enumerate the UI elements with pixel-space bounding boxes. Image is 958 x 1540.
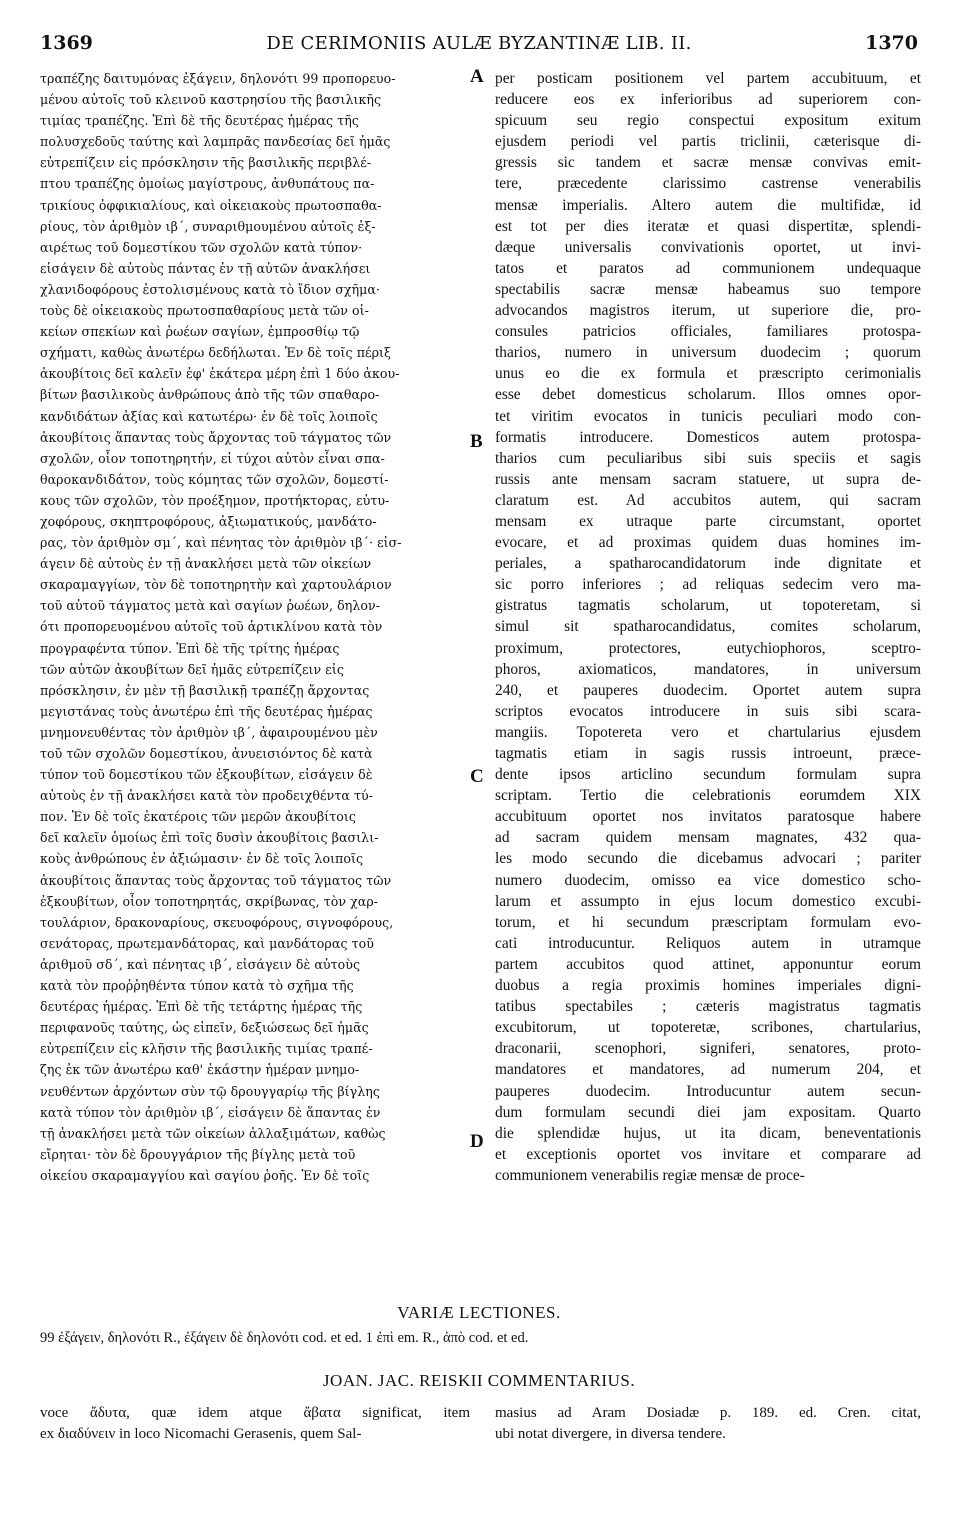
latin-text-line: tagmatis etiam in sagis russis introeunt, præce- [495, 745, 921, 762]
greek-text-line: ἐξκουβίτων, οἷον τοποτηρητάς, σκρίβωνας, τὸν χαρ- [40, 893, 379, 909]
commentary-line: masius ad Aram Dosiadæ p. 189. ed. Cren. citat, [495, 1405, 921, 1421]
variae-lectiones-note: 99 ἐξάγειν, δηλονότι R., ἐξάγειν δὲ δηλονότι cod. et ed. 1 ἐπὶ em. R., ἀπὸ cod. et ed. [40, 1330, 529, 1346]
greek-text-line: κατὰ τύπον τὸν ἀριθμὸν ιβ΄, εἰσάγειν δὲ ἅπαντας ἐν [40, 1104, 381, 1120]
latin-text-line: accubituum oportet nos invitatos paratosque habere [495, 808, 921, 826]
greek-text-line: τοῦ τῶν σχολῶν δομεστίκου, ἀνυεισιόντος δὲ κατὰ [40, 746, 373, 761]
latin-text-line: spicuum seu regio conspectui expositum exitum [495, 112, 921, 130]
latin-text-line: tharios cum peculiaribus sibi suis speciis et sagis [495, 449, 921, 467]
greek-text-line: τῇ ἀνακλήσει μετὰ τῶν οἰκείων ἀλλαξιμάτων, καθὼς [40, 1125, 386, 1141]
latin-text-line: gressis sic tandem et sacræ mensæ convivas emit- [495, 154, 921, 172]
greek-text-line: δεῖ καλεῖν ὁμοίως ἐπὶ τοῖς δυσὶν ἀκουβίτοις βασιλι- [40, 830, 379, 846]
greek-text-line: σκαραμαγγίων, τὸν δὲ τοποτηρητὴν καὶ χαρτουλάριον [40, 577, 392, 593]
greek-text-line: νευθέντων ἀρχόντων σὺν τῷ δρουγγαρίῳ τῆς βίγλης [40, 1083, 380, 1099]
latin-text-line: formatis introducere. Domesticos autem protospa- [495, 428, 921, 446]
latin-text-line: 240, et pauperes duodecim. Oportet autem supra [495, 681, 921, 699]
greek-text-line: τραπέζης δαιτυμόνας ἐξάγειν, δηλονότι 99 προπορευο- [40, 71, 396, 86]
greek-text-line: σχήματι, καθὼς ἀνωτέρω δεδήλωται. Ἐν δὲ τοῖς πέριξ [40, 345, 392, 361]
greek-text-line: ρίους, τὸν ἀριθμὸν ιβ΄, συναριθμουμένου αὐτοῖς ἐξ- [40, 218, 376, 234]
margin-marker-a: A [470, 66, 484, 87]
latin-text-line: torum, et hi secundum præscriptam formulam evo- [495, 913, 921, 931]
latin-text-line: mandatores et mandatores, ad numerum 204, et [495, 1061, 921, 1079]
latin-text-line: sic porro inferiores ; ad reliquas sedecim vero ma- [495, 576, 921, 594]
latin-text-line: dente ipsos articlino secundum formulam supra [495, 766, 921, 784]
greek-text-line: τύπον τοῦ δομεστίκου τῶν ἐξκουβίτων, εἰσάγειν δὲ [40, 767, 373, 783]
commentary-line: voce ἄδυτα, quæ idem atque ἄβατα significat, item [40, 1405, 470, 1421]
latin-text-line: proximum, protectores, eutychiophoros, sceptro- [495, 639, 921, 657]
greek-text-line: ἀκουβίτοις ἅπαντας τοὺς ἄρχοντας τοῦ τάγματος τῶν [40, 429, 392, 445]
greek-text-line: σχολῶν, οἷον τοποτηρητήν, εἰ τύχοι αὐτὸν εἶναι σπα- [40, 450, 385, 466]
greek-text-line: χλανιδοφόρους ἐστολισμένους κατὰ τὸ ἴδιον σχῆμα· [40, 281, 381, 297]
latin-text-line: die splendidæ hujus, ut ita dicam, beneventationis [495, 1124, 921, 1142]
latin-text-column [495, 68, 921, 1186]
greek-text-line: εἰσάγειν δὲ αὐτοὺς πάντας ἐν τῇ αὐτῶν ἀνακλήσει [40, 260, 371, 276]
latin-text-line: esse debet domesticus scholarum. Illos omnes opor- [495, 386, 921, 404]
greek-text-line: τρικίους ὀφφικιαλίους, καὶ οἰκειακοὺς πρωτοσπαθα- [40, 197, 382, 213]
greek-text-line: κους τῶν σχολῶν, τὸν προέξημον, προτήκτορας, εὐτυ- [40, 492, 390, 508]
running-header [40, 32, 918, 62]
greek-text-line: αὐτοὺς ἐν τῇ ἀνακλήσει κατὰ τὸν προδειχθέντα τύ- [40, 788, 373, 804]
greek-text-line: σενάτορας, πρωτεμανδάτορας, καὶ μανδάτορας τοῦ [40, 935, 374, 951]
greek-text-line: θαροκανδιδάτον, τοὺς κόμητας τῶν σχολῶν, δομεστί- [40, 471, 389, 487]
commentary-line: ubi notat divergere, in diversa tendere. [495, 1426, 726, 1442]
latin-text-line: numero duodecim, omisso ea vice domestico scho- [495, 871, 921, 889]
latin-text-line: draconarii, scenophori, signiferi, senatores, proto- [495, 1040, 921, 1058]
greek-text-line: κατὰ τὸν προῤῥηθέντα τύπον κατὰ τὸ σχῆμα τῆς [40, 978, 354, 994]
greek-text-line: χοφόρους, σκηπτροφόρους, ἀξιωματικούς, μανδάτο- [40, 513, 377, 529]
greek-text-line: περιφανοῦς ταύτης, ὡς εἰπεῖν, δεξιώσεως δεῖ ἡμᾶς [40, 1020, 369, 1036]
greek-text-line: πτου τραπέζης ὁμοίως μαγίστρους, ἀνθυπάτους πα- [40, 176, 375, 192]
commentary-left-column [40, 1403, 470, 1445]
latin-text-line: tere, præcedente clarissimo castrense venerabilis [495, 175, 921, 193]
latin-text-line: consules patricios officiales, familiares protospa- [495, 323, 921, 341]
latin-text-line: communionem venerabilis regiæ mensæ de proce- [495, 1166, 805, 1184]
greek-text-line: τοῦ αὐτοῦ τάγματος μετὰ καὶ σαγίων ῥωέων, δηλον- [40, 598, 380, 614]
commentary-line: ex διαδύνειν in loco Nicomachi Gerasenis, quem Sal- [40, 1426, 362, 1442]
latin-text-line: les modo secundo die dicebamus advocari ; pariter [495, 850, 921, 868]
latin-text-line: russis ante mensam sacram statuere, ut supra de- [495, 470, 921, 488]
latin-text-line: claratum est. Ad accubitos autem, qui sacram [495, 491, 921, 509]
latin-text-line: advocandos magistros iterum, ut superiore die, pro- [495, 302, 921, 320]
greek-text-line: δευτέρας ἡμέρας. Ἐπὶ δὲ τῆς τετάρτης ἡμέρας τῆς [40, 999, 363, 1015]
greek-text-line: μεγιστάνας τοὺς ἀνωτέρω ἐπὶ τῆς δευτέρας ἡμέρας [40, 703, 373, 719]
page-number-left: 1369 [40, 32, 93, 54]
latin-text-line: reducere eos ex inferioribus ad superiorem con- [495, 91, 921, 109]
greek-text-line: εἴρηται· τὸν δὲ δρουγγάριον τῆς βίγλης μετὰ τοῦ [40, 1146, 356, 1162]
greek-text-line: ζης ἐκ τῶν ἀνωτέρω καθ' ἑκάστην ἡμέραν μνημο- [40, 1062, 360, 1078]
greek-text-line: τῶν αὐτῶν ἀκουβίτων δεῖ ἡμᾶς εὐτρεπίζειν εἰς [40, 661, 344, 677]
latin-text-line: mensæ imperialis. Altero autem die multifidæ, id [495, 196, 921, 214]
latin-text-line: est tot per dies iteratæ et quasi dispertitæ, splendi- [495, 217, 921, 235]
margin-marker-c: C [470, 766, 484, 787]
greek-text-line: ἀκουβίτοις δεῖ καλεῖν ἐφ' ἑκάτερα μέρη ἐπὶ 1 δύο ἀκου- [40, 366, 400, 382]
latin-text-line: ad sacram quidem mensam magnates, 432 qua- [495, 829, 921, 847]
latin-text-line: scriptos evocatos introducere in suis sibi scara- [495, 702, 921, 720]
greek-text-line: άγειν δὲ αὐτοὺς ἐν τῇ ἀνακλήσει μετὰ τῶν οἰκείων [40, 556, 372, 572]
latin-text-line: dum formulam secundi diei jam expositam. Quarto [495, 1103, 921, 1121]
latin-text-line: pauperes duodecim. Introducuntur autem secun- [495, 1082, 921, 1100]
commentary-title: JOAN. JAC. REISKII COMMENTARIUS. [322, 1371, 636, 1390]
greek-text-line: τουλάριον, δρακοναρίους, σκευοφόρους, σιγνοφόρους, [40, 914, 394, 930]
latin-text-line: evocare, et ad proximas quidem duas homines im- [495, 534, 921, 552]
greek-text-line: μένου αὐτοῖς τοῦ κλεινοῦ καστρησίου τῆς βασιλικῆς [40, 92, 382, 108]
margin-marker-b: B [470, 431, 483, 452]
greek-text-line: εὐτρεπίζειν εἰς κλῆσιν τῆς βασιλικῆς τιμίας τραπέ- [40, 1041, 373, 1057]
latin-text-line: tet viritim evocatos in tunicis peculiari modo con- [495, 407, 921, 425]
latin-text-line: cati introducuntur. Reliquos autem in utramque [495, 934, 921, 952]
greek-text-line: βίτων βασιλικοὺς ἀνθρώπους ἀπὸ τῆς τῶν σπαθαρο- [40, 387, 380, 403]
latin-text-line: et exceptionis oportet vos invitare et comparare ad [495, 1145, 921, 1163]
latin-text-line: tharios, numero in universum duodecim ; quorum [495, 344, 921, 362]
greek-text-line: κανδιδάτων ἀξίας καὶ κατωτέρω· ἐν δὲ τοῖς λοιποῖς [40, 408, 378, 424]
variae-lectiones-title: VARIÆ LECTIONES. [397, 1303, 561, 1322]
greek-text-line: εὐτρεπίζειν εἰς πρόσκλησιν τῆς βασιλικῆς περιβλέ- [40, 155, 372, 171]
latin-text-line: dæque universalis convivationis oportet, ut invi- [495, 238, 921, 256]
greek-text-line: ἀκουβίτοις ἅπαντας τοὺς ἄρχοντας τοῦ τάγματος τῶν [40, 872, 392, 888]
greek-text-column [40, 68, 480, 1186]
latin-text-line: simul sit spatharocandidatus, comites scholarum, [495, 618, 921, 636]
greek-text-line: ἀριθμοῦ σδ΄, καὶ πένητας ιβ΄, εἰσάγειν δὲ αὐτοὺς [40, 956, 361, 972]
latin-text-line: ejusdem periodi vel partis triclinii, cæterisque di- [495, 133, 921, 151]
latin-text-line: excubitorum, ut topoteretæ, scribones, chartularius, [495, 1019, 921, 1037]
commentary-right-column [495, 1403, 921, 1445]
latin-text-line: tatibus spectabiles ; cæteris magistratus tagmatis [495, 998, 921, 1016]
latin-text-line: spectabilis sacræ mensæ habeamus suo tempore [495, 280, 921, 298]
latin-text-line: per posticam positionem vel partem accubituum, et [495, 70, 921, 87]
greek-text-line: ρας, τὸν ἀριθμὸν σμ΄, καὶ πένητας τὸν ἀριθμὸν ιβ΄· εἰσ- [40, 535, 402, 551]
latin-text-line: larum et assumpto in ejus locum domestico excubi- [495, 892, 921, 910]
greek-text-line: αιρέτως τοῦ δομεστίκου τῶν σχολῶν κατὰ τύπον· [40, 239, 363, 255]
greek-text-line: τοὺς δὲ οἰκειακοὺς πρωτοσπαθαρίους μετὰ τῶν οἰ- [40, 303, 369, 319]
greek-text-line: κείων σπεκίων καὶ ῥωέων σαγίων, ἐμπροσθίῳ τῷ [40, 324, 360, 340]
margin-marker-d: D [470, 1131, 484, 1152]
greek-text-line: πρόσκλησιν, ἐν μὲν τῇ βασιλικῇ τραπέζῃ ἄρχοντας [40, 682, 370, 698]
latin-text-line: periales, a spatharocandidatorum inde dignitate et [495, 555, 921, 573]
greek-text-line: πολυσχεδοῦς ταύτης καὶ λαμπρᾶς πανδεσίας δεῖ ἡμᾶς [40, 134, 391, 150]
latin-text-line: gistratus tagmatis scholarum, ut topoteretam, si [495, 597, 921, 615]
latin-text-line: phoros, axiomaticos, mandatores, in universum [495, 660, 921, 678]
greek-text-line: ότι προπορευομένου αὐτοῖς τοῦ ἀρτικλίνου κατὰ τὸν [40, 619, 383, 635]
greek-text-line: πον. Ἐν δὲ τοῖς ἑκατέροις τῶν μερῶν ἀκουβίτοις [40, 809, 357, 825]
greek-text-line: προγραφέντα τύπον. Ἐπὶ δὲ τῆς τρίτης ἡμέρας [40, 640, 340, 656]
latin-text-line: tatos et paratos ad communionem undequaque [495, 259, 921, 277]
latin-text-line: partem accubitos quod attinet, apponuntur eorum [495, 955, 921, 973]
greek-text-line: τιμίας τραπέζης. Ἐπὶ δὲ τῆς δευτέρας ἡμέρας τῆς [40, 113, 359, 129]
latin-text-line: mensam ex utraque parte circumstant, oportet [495, 512, 921, 530]
latin-text-line: scriptam. Tertio die celebrationis eorumdem XIX [495, 787, 921, 805]
greek-text-line: οἰκείου σκαραμαγγίου καὶ σαγίου ῥοῆς. Ἐν δὲ τοῖς [40, 1167, 370, 1183]
greek-text-line: μνημονευθέντας τὸν ἀριθμὸν ιβ΄, ἀφαιρουμένου μὲν [40, 724, 378, 740]
running-title: DE CERIMONIIS AULÆ BYZANTINÆ LIB. II. [266, 33, 692, 54]
page-number-right: 1370 [865, 32, 918, 54]
latin-text-line: duobus a regia proximis homines imperiales digni- [495, 977, 921, 995]
latin-text-line: mangiis. Topotereta vero et chartularius ejusdem [495, 723, 921, 741]
latin-text-line: unus eo die ex formula et præscripto cerimonialis [495, 365, 921, 383]
greek-text-line: κοὺς ἀνθρώπους ἐν ἀξιώμασιν· ἐν δὲ τοῖς λοιποῖς [40, 851, 364, 867]
